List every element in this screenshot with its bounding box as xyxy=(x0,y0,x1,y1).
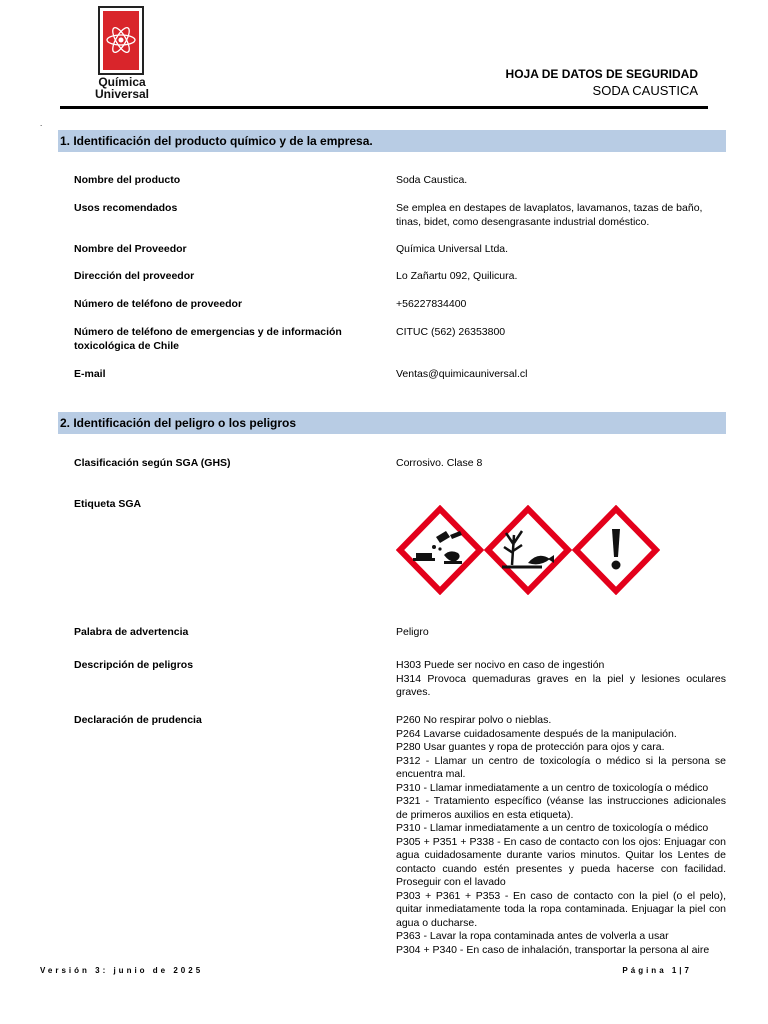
row-label: Número de teléfono de emergencias y de información toxicológica de Chile xyxy=(74,326,342,352)
row-label: Descripción de peligros xyxy=(74,659,194,671)
ghs-pictograms xyxy=(396,505,656,595)
precaution-statement: P310 - Llamar inmediatamente a un centro de toxicología o médico xyxy=(396,781,709,794)
footer-page-number: Página 1|7 xyxy=(622,966,692,975)
hazard-statement: H314 Provoca quemaduras graves en la piel y lesiones oculares graves. xyxy=(396,672,726,698)
row-label: Nombre del producto xyxy=(74,174,181,186)
section-2-heading: 2. Identificación del peligro o los peligros xyxy=(58,412,726,434)
row-label: E-mail xyxy=(74,368,106,380)
precaution-statement: P304 + P340 - En caso de inhalación, transportar la persona al aire xyxy=(396,943,710,956)
row-label: Dirección del proveedor xyxy=(74,270,195,282)
row-value: Química Universal Ltda. xyxy=(396,243,509,255)
row-value: Soda Caustica. xyxy=(396,174,468,186)
footer-version: Versión 3: junio de 2025 xyxy=(40,966,204,975)
row-value: Peligro xyxy=(396,626,429,638)
row-label: Nombre del Proveedor xyxy=(74,243,187,255)
row-value: Lo Zañartu 092, Quilicura. xyxy=(396,270,518,282)
section-1-heading: 1. Identificación del producto químico y de la empresa. xyxy=(58,130,726,152)
exclamation-icon xyxy=(572,505,660,595)
company-logo xyxy=(84,8,164,104)
logo-text-line1: Química xyxy=(98,75,146,89)
row-label: Etiqueta SGA xyxy=(74,498,142,510)
precaution-statement: P280 Usar guantes y ropa de protección para ojos y cara. xyxy=(396,741,665,753)
row-value[interactable]: Ventas@quimicauniversal.cl xyxy=(396,368,528,380)
precaution-statement: P264 Lavarse cuidadosamente después de la manipulación. xyxy=(396,727,677,740)
row-label: Clasificación según SGA (GHS) xyxy=(74,457,231,469)
row-label: Declaración de prudencia xyxy=(74,714,202,726)
hazard-statements xyxy=(396,659,726,700)
precaution-statement: P260 No respirar polvo o nieblas. xyxy=(396,714,552,726)
precaution-statements xyxy=(396,714,726,957)
precaution-statement: P321 - Tratamiento específico (véanse las instrucciones adicionales de primeros auxilios en esta etiqueta). xyxy=(396,795,726,821)
document-subtitle: SODA CAUSTICA xyxy=(592,83,698,98)
row-label: Palabra de advertencia xyxy=(74,626,189,638)
logo-text xyxy=(84,76,160,100)
row-value: Corrosivo. Clase 8 xyxy=(396,457,483,469)
header-divider xyxy=(60,106,708,109)
precaution-statement: P312 - Llamar un centro de toxicología o médico si la persona se encuentra mal. xyxy=(396,754,726,780)
precaution-statement: P310 - Llamar inmediatamente a un centro de toxicología o médico xyxy=(396,822,709,834)
row-value: CITUC (562) 26353800 xyxy=(396,326,506,338)
hazard-statement: H303 Puede ser nocivo en caso de ingestión xyxy=(396,659,605,671)
row-value: +56227834400 xyxy=(396,298,467,310)
precaution-statement: P305 + P351 + P338 - En caso de contacto con los ojos: Enjuagar con agua cuidadosamente durante varios minutos. Quitar los Lentes de contacto cuando estén presentes y pueda hacerse con facilidad. Proseguir con el lavado xyxy=(396,835,726,888)
precaution-statement: P303 + P361 + P353 - En caso de contacto con la piel (o el pelo), quitar inmediatamente toda la ropa contaminada. Enjuagar la piel con agua o ducharse. xyxy=(396,889,726,929)
stray-dot: . xyxy=(40,119,43,128)
logo-text-line2: Universal xyxy=(94,87,150,101)
corrosion-icon xyxy=(396,505,484,595)
row-label: Número de teléfono de proveedor xyxy=(74,298,243,310)
precaution-statement: P363 - Lavar la ropa contaminada antes de volverla a usar xyxy=(396,930,669,942)
atom-logo-icon xyxy=(100,8,142,73)
row-label: Usos recomendados xyxy=(74,202,178,214)
environment-icon xyxy=(484,505,572,595)
document-title: HOJA DE DATOS DE SEGURIDAD xyxy=(505,67,698,81)
row-value: Se emplea en destapes de lavaplatos, lavamanos, tazas de baño, tinas, bidet, como desengrasante industrial doméstico. xyxy=(396,202,703,228)
